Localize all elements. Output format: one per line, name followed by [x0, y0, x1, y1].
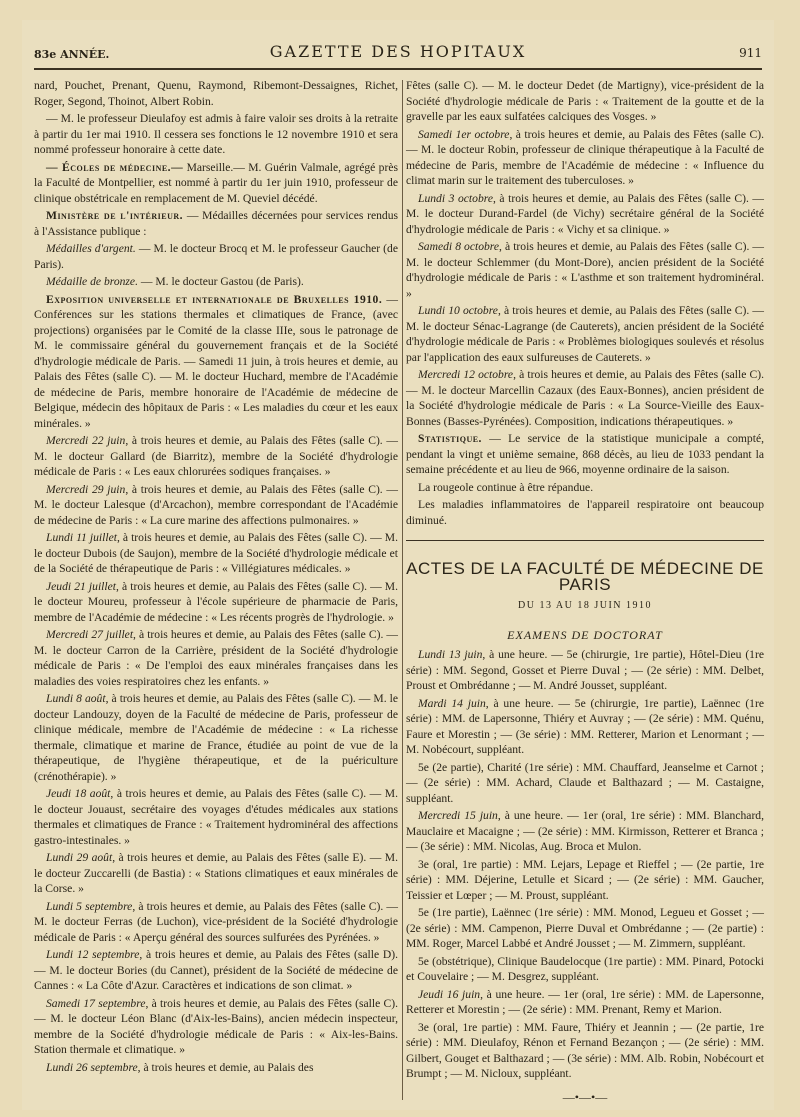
item-date: Jeudi 16 juin — [418, 987, 481, 1001]
paragraph: Fêtes (salle C). — M. le docteur Dedet (de Martigny), vice-président de la Société d'hydrologie médicale de Paris : « Traitement de la goutte et de la gravelle par les eaux sulfatées calciques des Vosges. » — [406, 79, 764, 123]
item-date: Mercredi 27 juillet — [46, 628, 134, 641]
paragraph — [34, 241, 398, 272]
item-date: Lundi 11 juillet — [46, 531, 117, 544]
item-text: , à trois heures et demie, au Palais des Fêtes (salle C). — M. le docteur Sénac-Lagrange (de Cauterets), ancien président de la Société d'hydrologie médicale de Paris : « Problèmes biologiques soulevés et résolus par l'application des eaux sulfureuses de Cauterets. » — [406, 304, 764, 364]
section-heading: Ministère de l'intérieur. — [46, 209, 184, 222]
issue-label: 83e ANNÉE. — [34, 48, 110, 61]
page-header — [34, 34, 762, 70]
paragraph-text: — M. le docteur Brocq et M. le professeur Gaucher (de Paris). — [34, 242, 398, 271]
paragraph-text: Marseille.— M. Guérin Valmale, agrégé près la Faculté de Montpellier, est nommé à partir du 1er juin 1910, professeur de clinique obstétricale en remplacement de M. Queviel décédé. — [34, 160, 398, 205]
paragraph — [34, 208, 398, 239]
acts-dates: DU 13 AU 18 JUIN 1910 — [518, 600, 652, 611]
item-date: Jeudi 18 août — [46, 787, 111, 800]
item-text: , à trois heures et demie, au Palais des Fêtes (salle C). — M. le docteur Lalesque (d'Arcachon), membre correspondant de l'Académie de médecine de Paris : « La cure marine des affections pulmonaires. » — [34, 482, 398, 527]
list-item — [406, 857, 764, 904]
item-text: , à trois heures et demie, au Palais des Fêtes (salle C). — M. le docteur Schlemmer (du Mont-Dore), ancien président de la Société d'hydrologie médicale de Paris : « L'asthme et son traitement hydrominéral. » — [406, 240, 764, 300]
list-item — [34, 530, 398, 577]
item-date: Lundi 3 octobre — [418, 191, 493, 205]
list-item — [34, 627, 398, 689]
item-text: , à trois heures et demie, au Palais des Fêtes (salle C). — M. le docteur Robin, professeur de clinique thérapeutique à la Faculté de médecine de Paris, membre de l'Académie de médecine : « Influence du climat marin sur le traitement des tuberculoses. » — [406, 127, 764, 187]
paragraph-text: — M. le docteur Gastou (de Paris). — [137, 275, 304, 288]
item-text: , à une heure. — 1er (oral, 1re série) : MM. de Lapersonne, Retterer et Morestin ; — (2e série) : MM. Prenant, Remy et Marion. — [406, 987, 764, 1016]
item-text: , à trois heures et demie, au Palais des Fêtes (salle C). — M. le docteur Carron de la Carrière, président de la Société d'hydrologie médicale de Paris : « De l'emploi des eaux minérales françaises dans les maladies des voies respiratoires chez les enfants. » — [34, 628, 399, 688]
item-date: Lundi 8 août — [46, 692, 106, 705]
paragraph-text: — Le service de la statistique municipale a compté, pendant la vingt et unième semaine, 868 décès, au lieu de 1033 pendant la semaine précédente et au lieu de 966, moyenne ordinaire de la saison. — [406, 432, 764, 476]
acts-section-header — [406, 540, 764, 614]
list-item — [406, 987, 764, 1018]
item-text: , à trois heures et demie, au Palais des Fêtes (salle C). — M. le docteur Landouzy, doyen de la Faculté de médecine de Paris, professeur de clinique médicale, membre de l'Académie de médecine : « La richesse thermale, climatique et marine de France, étudiée au point de vue de la thérapeutique, de l'hygiène thérapeutique, et de la puériculture (crénothérapie). » — [34, 692, 399, 783]
paragraph: Les maladies inflammatoires de l'appareil respiratoire ont beaucoup diminué. — [406, 498, 764, 527]
conference-list — [406, 127, 764, 430]
newspaper-page — [22, 20, 774, 1110]
item-text: 3e (oral, 1re partie) : MM. Lejars, Lepage et Rieffel ; — (2e partie, 1re série) : MM. Déjerine, Letulle et Sicard ; — (2e série) : MM. Gaucher, Teissier et Lœper ; — M. Proust, suppléant. — [406, 857, 764, 902]
paragraph-text: — Conférences sur les stations thermales et climatiques de France, (avec projections) organisées par le Comité de la classe IIIe, sous le patronage de M. le commissaire général du gouvernement français et de la Société d'hydrologie médicale de Paris. — Samedi 11 juin, à trois heures et demie, au Palais des Fêtes (salle C). — M. le docteur Huchard, membre de l'Académie de médecine de Paris, membre honoraire de l'Académie de médecine de Belgique, médecin des hôpitaux de Paris : « Les maladies du cœur et les eaux minérales. » — [34, 292, 398, 430]
item-date: Mercredi 15 juin — [418, 809, 498, 822]
item-date: Lundi 12 septembre — [46, 948, 140, 961]
exam-title: EXAMENS DE DOCTORAT — [507, 627, 663, 642]
item-text: , à trois heures et demie, au Palais des Fêtes (salle C). — M. le docteur Jouaust, secrétaire des voyages d'études médicales aux stations thermales et climatiques de France : « Traitement hydrominéral des affections gastro-intestinales. » — [34, 787, 399, 847]
list-item — [406, 1020, 764, 1082]
item-date: Mercredi 12 octobre — [418, 368, 514, 381]
section-heading: — Écoles de médecine.— — [46, 160, 184, 174]
item-text: , à trois heures et demie, au Palais des Fêtes (salle D). — M. le docteur Bories (du Cannet), président de la Société de médecine de Cannes : « La Côte d'Azur. Caractères et indications de son climat. » — [34, 948, 398, 992]
end-ornament: —•—•— — [562, 1089, 608, 1104]
item-text: 5e (2e partie), Charité (1re série) : MM. Chauffard, Jeanselme et Carnot ; — (2e série) : MM. Achard, Claude et Balthazard ; — M. Castaigne, suppléant. — [406, 760, 764, 805]
list-item — [406, 954, 764, 985]
item-text: , à trois heures et demie, au Palais des — [137, 1060, 314, 1074]
list-item — [34, 996, 398, 1058]
list-item — [406, 647, 764, 694]
item-text: , à une heure. — 5e (chirurgie, 1re partie), Hôtel-Dieu (1re série) : MM. Segond, Gosset et Pierre Duval ; — (2e série) : MM. Delbet, Proust et Ombrédanne ; — M. André Jousset, suppléant. — [406, 648, 764, 692]
item-date: Samedi 8 octobre — [418, 240, 500, 253]
item-date: Lundi 29 août — [46, 851, 113, 864]
list-item — [34, 482, 398, 529]
list-item — [406, 367, 764, 429]
paragraph: La rougeole continue à être répandue. — [418, 480, 594, 494]
list-item — [34, 850, 398, 897]
right-column — [406, 78, 764, 1105]
acts-title: ACTES DE LA FACULTÉ DE MÉDECINE DE PARIS — [406, 559, 764, 594]
item-text: , à trois heures et demie, au Palais des Fêtes (salle E). — M. le docteur Zuccarelli (de Bastia) : « Stations climatiques et eaux minérales de la Corse. » — [34, 851, 398, 895]
item-label: Médaille de bronze. — [46, 275, 138, 288]
item-date: Samedi 1er octobre — [418, 127, 510, 141]
paragraph — [34, 274, 398, 290]
list-item — [406, 905, 764, 952]
column-divider — [402, 80, 403, 1100]
list-item — [406, 760, 764, 807]
left-column — [34, 78, 398, 1077]
paragraph — [34, 160, 398, 207]
item-text: , à trois heures et demie, au Palais des Fêtes (salle C). — M. le docteur Moureu, professeur à l'école supérieure de pharmacie de Paris, membre de l'Académie de médecine : « Les récents progrès de l'hydrologie. » — [34, 579, 399, 624]
list-item — [34, 786, 398, 848]
paragraph — [406, 431, 764, 478]
item-text: , à trois heures et demie, au Palais des Fêtes (salle C). — M. le docteur Léon Blanc (d'Aix-les-Bains), ancien médecin inspecteur, membre de la Société d'hydrologie médicale de Paris : « Aix-les-Bains. Station thermale et climatique. » — [34, 996, 398, 1056]
item-text: 3e (oral, 1re partie) : MM. Faure, Thiéry et Jeannin ; — (2e partie, 1re série) : MM. Dieulafoy, Rénon et Fernand Bezançon ; — (2e série) : MM. Gilbert, Gouget et Balthazard ; — (3e série) : MM. Alb. Robin, Nobécourt et Brumpt ; — M. Nicloux, suppléant. — [406, 1020, 764, 1080]
exam-list — [406, 647, 764, 1082]
paragraph: nard, Pouchet, Prenant, Quenu, Raymond, Ribemont-Dessaignes, Richet, Roger, Segond, Thoinot, Albert Robin. — [34, 79, 398, 108]
page-number: 911 — [739, 46, 762, 60]
item-text: , à trois heures et demie, au Palais des Fêtes (salle C). — M. le docteur Dubois (de Saujon), membre de la Société d'hydrologie médicale et de la Société de thérapeutique de Paris : « Villégiatures médicales. » — [34, 531, 398, 575]
item-text: , à trois heures et demie, au Palais des Fêtes (salle C). — M. le docteur Durand-Fardel (de Vichy) secrétaire général de la Société d'hydrologie médicale de Paris : « Vichy et sa clinique. » — [406, 191, 764, 236]
list-item — [34, 579, 398, 626]
list-item — [406, 303, 764, 365]
paragraph: — M. le professeur Dieulafoy est admis à faire valoir ses droits à la retraite à partir du 1er mai 1910. Il cessera ses fonctions le 12 novembre 1910 et sera nommé professeur honoraire à cette date. — [34, 112, 398, 156]
list-item — [406, 696, 764, 758]
item-date: Mardi 14 juin — [418, 696, 486, 710]
list-item — [34, 899, 398, 946]
item-text: , à une heure. — 5e (chirurgie, 1re partie), Laënnec (1re série) : MM. de Lapersonne, Thiéry et Auvray ; — (2e série) : MM. Quénu, Faure et Morestin ; — (3e série) : MM. Retterer, Marion et Lenormant ; — M. Nobécourt, suppléant. — [406, 696, 764, 756]
list-item — [406, 239, 764, 301]
item-label: Médailles d'argent. — [46, 242, 136, 255]
paragraph-text: — Médailles décernées pour services rendus à l'Assistance publique : — [34, 209, 399, 238]
list-item — [34, 947, 398, 994]
item-text: 5e (obstétrique), Clinique Baudelocque (1re partie) : MM. Pinard, Potocki et Couvelaire ; — M. Desgrez, suppléant. — [406, 954, 764, 983]
section-heading: Statistique. — [418, 432, 482, 445]
list-item — [34, 433, 398, 480]
item-date: Lundi 10 octobre — [418, 304, 498, 317]
item-text: , à trois heures et demie, au Palais des Fêtes (salle C). — M. le docteur Ferras (de Luchon), vice-président de la Société d'hydrologie médicale de Paris : « Aperçu général des sources sulfurées des Pyrénées. » — [34, 899, 398, 944]
item-text: , à trois heures et demie, au Palais des Fêtes (salle C). — M. le docteur Gallard (de Biarritz), membre de la Société d'hydrologie médicale de Paris : « Les eaux chlorurées sodiques françaises. » — [34, 434, 398, 478]
list-item — [34, 1060, 398, 1076]
item-text: 5e (1re partie), Laënnec (1re série) : MM. Monod, Legueu et Gosset ; — (2e série) : MM. Campenon, Pierre Duval et Ombrédanne ; — (2e partie) : MM. Roger, Marcel Labbé et André Jousset ; — M. Zimmern, suppléant. — [406, 906, 764, 950]
item-text: , à trois heures et demie, au Palais des Fêtes (salle C). — M. le docteur Marcellin Cazaux (des Eaux-Bonnes), ancien président de la Société d'hydrologie médicale de Paris : « La Source-Vieille des Eaux-Bonnes (Basses-Pyrénées). Composition, indications thérapeutiques. » — [406, 368, 764, 428]
item-date: Samedi 17 septembre — [46, 996, 146, 1010]
paragraph — [34, 292, 398, 432]
item-date: Mercredi 22 juin — [46, 434, 126, 447]
section-heading: Exposition universelle et internationale de Bruxelles 1910. — [46, 292, 383, 306]
item-date: Lundi 5 septembre — [46, 899, 133, 913]
newspaper-title: GAZETTE DES HOPITAUX — [269, 42, 527, 61]
item-text: , à une heure. — 1er (oral, 1re série) : MM. Blanchard, Mauclaire et Macaigne ; — (2e série) : MM. Kirmisson, Retterer et Branca ; — (3e série) : MM. Nicolas, Aug. Broca et Mulon. — [406, 809, 764, 853]
list-item — [406, 808, 764, 855]
list-item — [406, 127, 764, 189]
conference-list — [34, 433, 398, 1075]
item-date: Jeudi 21 juillet — [46, 579, 116, 593]
item-date: Mercredi 29 juin — [46, 482, 126, 496]
list-item — [406, 191, 764, 238]
list-item — [34, 691, 398, 784]
item-date: Lundi 13 juin — [418, 648, 483, 661]
item-date: Lundi 26 septembre — [46, 1060, 138, 1074]
